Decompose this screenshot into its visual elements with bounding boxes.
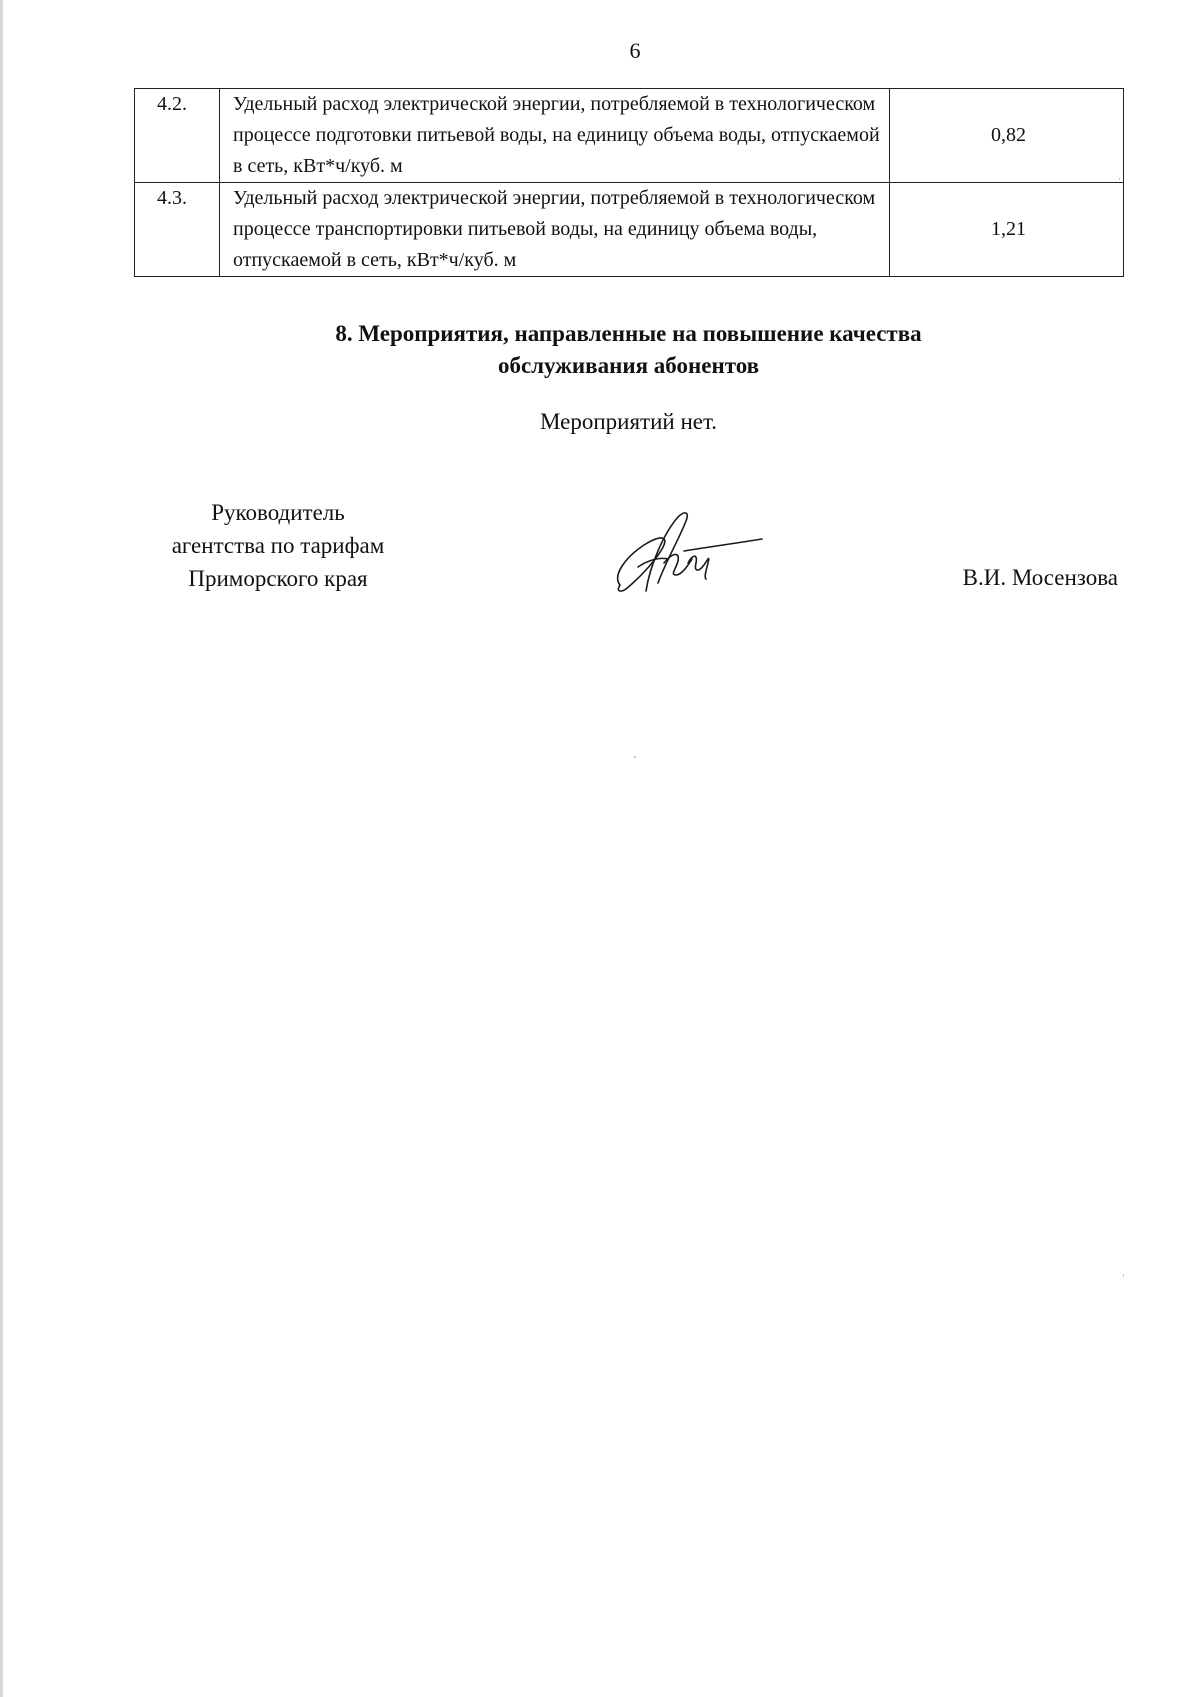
indicators-table [134,88,1124,277]
signatory-title-line: Руководитель [211,500,345,525]
row-number: 4.3. [157,187,187,209]
section-heading-line: 8. Мероприятия, направленные на повышение качества [335,321,922,346]
section-heading [134,318,1123,382]
row-number-cell [135,89,220,183]
scan-speck [634,756,636,758]
scan-speck [1123,1274,1124,1277]
row-value: 1,21 [890,183,1124,277]
signatory-title-line: Приморского края [188,566,368,591]
row-number: 4.2. [157,93,187,115]
row-number-cell [135,183,220,277]
section-heading-line: обслуживания абонентов [497,353,760,378]
table-row [135,183,1124,277]
row-description: Удельный расход электрической энергии, потребляемой в технологическом процессе транспортировки питьевой воды, на единицу объема воды, отпускаемой в сеть, кВт*ч/куб. м [220,183,890,277]
section-body: Мероприятий нет. [539,409,718,434]
row-description: Удельный расход электрической энергии, потребляемой в технологическом процессе подготовки питьевой воды, на единицу объема воды, отпускаемой в сеть, кВт*ч/куб. м [220,89,890,183]
handwritten-signature [608,505,768,600]
signatory-title-line: агентства по тарифам [171,533,385,558]
scan-speck [1119,178,1120,180]
scan-left-edge [0,0,3,1697]
table-row [135,89,1124,183]
signatory-name: В.И. Мосензова [962,565,1118,590]
row-value: 0,82 [890,89,1124,183]
signatory-title [136,496,420,595]
page-number: 6 [629,38,641,63]
